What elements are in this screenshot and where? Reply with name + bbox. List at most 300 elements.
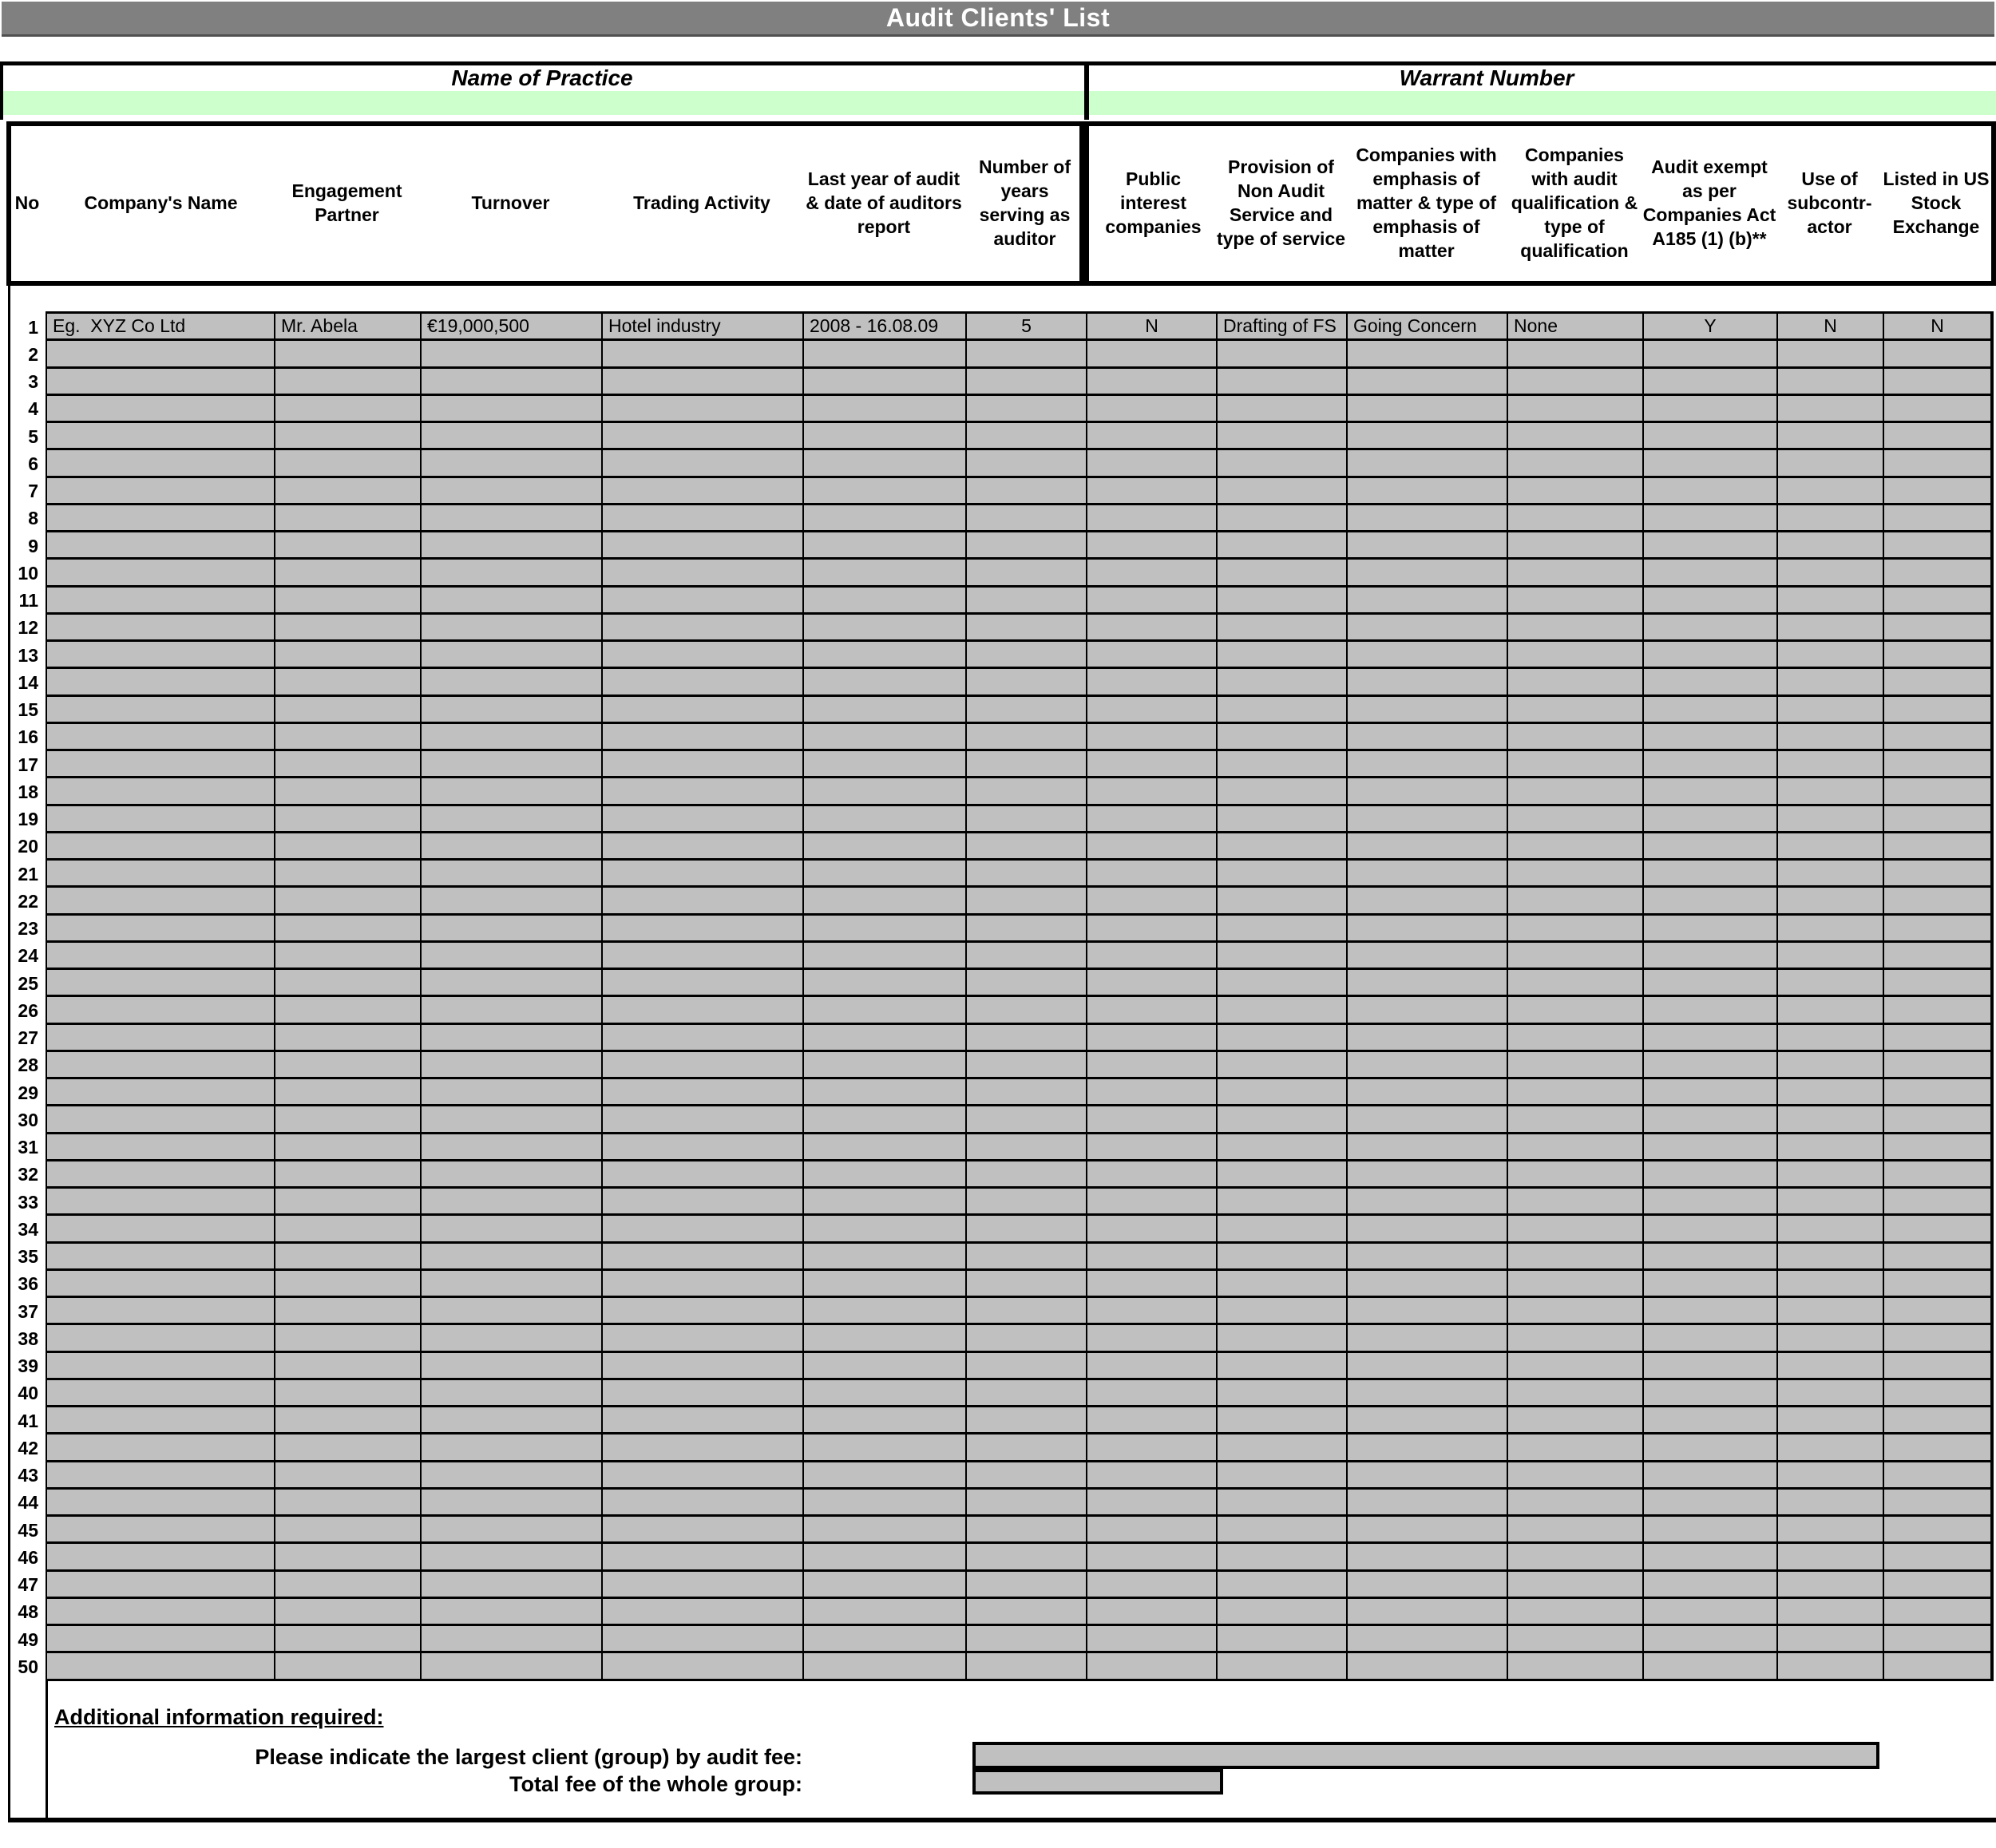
grid-cell[interactable]	[1087, 1216, 1218, 1241]
grid-cell[interactable]	[1508, 1025, 1644, 1050]
grid-cell[interactable]	[275, 724, 422, 749]
grid-cell[interactable]	[47, 478, 275, 503]
grid-cell[interactable]	[1884, 1380, 1992, 1405]
grid-cell[interactable]	[1884, 1544, 1992, 1569]
grid-cell[interactable]	[1778, 1298, 1884, 1323]
grid-cell[interactable]	[47, 943, 275, 968]
grid-cell[interactable]	[1218, 751, 1348, 776]
grid-cell[interactable]	[804, 751, 967, 776]
grid-cell[interactable]	[1508, 1434, 1644, 1459]
grid-cell[interactable]	[47, 1325, 275, 1350]
grid-cell[interactable]	[1218, 997, 1348, 1022]
grid-cell[interactable]	[1778, 1134, 1884, 1159]
grid-cell[interactable]	[603, 1353, 804, 1378]
grid-cell[interactable]	[1087, 1189, 1218, 1213]
grid-cell[interactable]	[422, 505, 603, 530]
grid-cell[interactable]	[1778, 778, 1884, 803]
grid-cell[interactable]	[422, 943, 603, 968]
grid-cell[interactable]	[47, 1244, 275, 1268]
grid-cell[interactable]	[1884, 1244, 1992, 1268]
grid-cell[interactable]	[1884, 1353, 1992, 1378]
grid-cell[interactable]	[1508, 997, 1644, 1022]
grid-cell[interactable]	[804, 423, 967, 448]
grid-cell[interactable]	[275, 1134, 422, 1159]
grid-cell[interactable]: 2008 - 16.08.09	[804, 314, 967, 338]
grid-cell[interactable]	[422, 588, 603, 612]
grid-cell[interactable]	[1778, 1434, 1884, 1459]
grid-cell[interactable]	[422, 1517, 603, 1541]
grid-cell[interactable]	[1218, 396, 1348, 421]
grid-cell[interactable]	[1884, 970, 1992, 995]
grid-cell[interactable]	[422, 806, 603, 831]
grid-cell[interactable]	[1884, 751, 1992, 776]
grid-cell[interactable]	[804, 1271, 967, 1296]
grid-cell[interactable]	[1218, 1517, 1348, 1541]
grid-cell[interactable]	[1087, 833, 1218, 858]
grid-cell[interactable]	[1508, 1462, 1644, 1487]
grid-cell[interactable]	[47, 1052, 275, 1077]
grid-cell[interactable]	[804, 1626, 967, 1651]
grid-cell[interactable]	[422, 724, 603, 749]
grid-cell[interactable]	[603, 560, 804, 584]
grid-cell[interactable]	[967, 1407, 1087, 1432]
grid-cell[interactable]	[603, 478, 804, 503]
grid-cell[interactable]	[1218, 1490, 1348, 1514]
grid-cell[interactable]	[967, 1544, 1087, 1569]
grid-cell[interactable]	[804, 1380, 967, 1405]
grid-cell[interactable]	[422, 1572, 603, 1597]
grid-cell[interactable]	[1508, 1353, 1644, 1378]
grid-cell[interactable]	[1508, 1298, 1644, 1323]
grid-cell[interactable]	[1508, 1626, 1644, 1651]
grid-cell[interactable]	[422, 697, 603, 722]
grid-cell[interactable]	[603, 833, 804, 858]
grid-cell[interactable]	[967, 588, 1087, 612]
grid-cell[interactable]	[1508, 341, 1644, 366]
grid-cell[interactable]	[275, 505, 422, 530]
grid-cell[interactable]	[1644, 588, 1778, 612]
grid-cell[interactable]	[1778, 1490, 1884, 1514]
grid-cell[interactable]	[1778, 943, 1884, 968]
grid-cell[interactable]	[1644, 1653, 1778, 1678]
grid-cell[interactable]	[1508, 1134, 1644, 1159]
grid-cell[interactable]	[967, 888, 1087, 912]
grid-cell[interactable]	[1218, 1079, 1348, 1104]
grid-cell[interactable]	[1218, 724, 1348, 749]
grid-cell[interactable]	[1218, 1353, 1348, 1378]
grid-cell[interactable]	[1087, 1106, 1218, 1131]
grid-cell[interactable]: Eg. XYZ Co Ltd	[47, 314, 275, 338]
grid-cell[interactable]	[1218, 1052, 1348, 1077]
grid-cell[interactable]	[1644, 1216, 1778, 1241]
grid-cell[interactable]	[603, 1462, 804, 1487]
grid-cell[interactable]	[47, 532, 275, 557]
grid-cell[interactable]	[1778, 1025, 1884, 1050]
grid-cell[interactable]	[1087, 532, 1218, 557]
grid-cell[interactable]	[1218, 505, 1348, 530]
grid-cell[interactable]	[804, 1544, 967, 1569]
grid-cell[interactable]	[1218, 560, 1348, 584]
grid-cell[interactable]	[1508, 642, 1644, 667]
grid-cell[interactable]	[1778, 970, 1884, 995]
grid-cell[interactable]	[275, 642, 422, 667]
grid-cell[interactable]	[804, 1572, 967, 1597]
grid-cell[interactable]	[1087, 478, 1218, 503]
grid-cell[interactable]	[47, 697, 275, 722]
grid-cell[interactable]	[1348, 1653, 1508, 1678]
grid-cell[interactable]	[1778, 588, 1884, 612]
grid-cell[interactable]	[1778, 1599, 1884, 1624]
grid-cell[interactable]	[1884, 833, 1992, 858]
grid-cell[interactable]	[603, 1134, 804, 1159]
grid-cell[interactable]	[603, 532, 804, 557]
grid-cell[interactable]	[967, 1189, 1087, 1213]
grid-cell[interactable]	[603, 697, 804, 722]
grid-cell[interactable]	[1508, 1161, 1644, 1186]
grid-cell[interactable]	[603, 423, 804, 448]
grid-cell[interactable]	[422, 642, 603, 667]
grid-cell[interactable]	[1508, 778, 1644, 803]
grid-cell[interactable]	[1218, 1189, 1348, 1213]
grid-cell[interactable]	[1508, 423, 1644, 448]
grid-cell[interactable]	[1644, 1599, 1778, 1624]
grid-cell[interactable]	[1644, 778, 1778, 803]
grid-cell[interactable]	[804, 341, 967, 366]
grid-cell[interactable]	[1884, 450, 1992, 475]
grid-cell[interactable]: N	[1087, 314, 1218, 338]
grid-cell[interactable]	[275, 615, 422, 639]
grid-cell[interactable]	[603, 751, 804, 776]
grid-cell[interactable]	[967, 861, 1087, 885]
grid-cell[interactable]	[967, 642, 1087, 667]
grid-cell[interactable]	[47, 1079, 275, 1104]
grid-cell[interactable]	[967, 1298, 1087, 1323]
grid-cell[interactable]	[1778, 642, 1884, 667]
grid-cell[interactable]	[1644, 1572, 1778, 1597]
grid-cell[interactable]	[1778, 560, 1884, 584]
grid-cell[interactable]	[1348, 1626, 1508, 1651]
grid-cell[interactable]: N	[1778, 314, 1884, 338]
grid-cell[interactable]	[47, 1572, 275, 1597]
grid-cell[interactable]	[1508, 532, 1644, 557]
grid-cell[interactable]	[1644, 1626, 1778, 1651]
grid-cell[interactable]	[1218, 1653, 1348, 1678]
grid-cell[interactable]	[804, 642, 967, 667]
grid-cell[interactable]	[422, 751, 603, 776]
grid-cell[interactable]	[275, 997, 422, 1022]
grid-cell[interactable]	[804, 1653, 967, 1678]
grid-cell[interactable]	[1884, 369, 1992, 394]
grid-cell[interactable]	[603, 806, 804, 831]
grid-cell[interactable]	[47, 1025, 275, 1050]
grid-cell[interactable]	[1508, 751, 1644, 776]
grid-cell[interactable]	[603, 505, 804, 530]
grid-cell[interactable]	[1508, 888, 1644, 912]
grid-cell[interactable]	[1087, 778, 1218, 803]
grid-cell[interactable]	[1508, 615, 1644, 639]
grid-cell[interactable]	[1884, 1189, 1992, 1213]
grid-cell[interactable]	[422, 532, 603, 557]
grid-cell[interactable]	[1218, 1244, 1348, 1268]
grid-cell[interactable]	[1218, 1599, 1348, 1624]
grid-cell[interactable]	[422, 1407, 603, 1432]
grid-cell[interactable]: N	[1884, 314, 1992, 338]
grid-cell[interactable]	[1348, 1079, 1508, 1104]
grid-cell[interactable]	[1508, 505, 1644, 530]
grid-cell[interactable]	[603, 396, 804, 421]
grid-cell[interactable]	[1644, 1134, 1778, 1159]
grid-cell[interactable]	[1778, 1572, 1884, 1597]
grid-cell[interactable]	[1348, 1462, 1508, 1487]
grid-cell[interactable]	[603, 1325, 804, 1350]
grid-cell[interactable]	[1884, 1271, 1992, 1296]
grid-cell[interactable]	[603, 861, 804, 885]
grid-cell[interactable]	[1644, 751, 1778, 776]
grid-cell[interactable]	[422, 1626, 603, 1651]
grid-cell[interactable]	[47, 1544, 275, 1569]
grid-cell[interactable]	[275, 396, 422, 421]
grid-cell[interactable]	[422, 669, 603, 694]
grid-cell[interactable]	[1644, 1544, 1778, 1569]
grid-cell[interactable]	[804, 888, 967, 912]
grid-cell[interactable]	[967, 1134, 1087, 1159]
grid-cell[interactable]	[422, 1134, 603, 1159]
grid-cell[interactable]	[1087, 1079, 1218, 1104]
grid-cell[interactable]	[47, 888, 275, 912]
grid-cell[interactable]	[1884, 1216, 1992, 1241]
grid-cell[interactable]	[1087, 697, 1218, 722]
grid-cell[interactable]	[967, 1106, 1087, 1131]
grid-cell[interactable]	[1778, 1189, 1884, 1213]
grid-cell[interactable]	[1884, 1134, 1992, 1159]
grid-cell[interactable]	[1778, 724, 1884, 749]
grid-cell[interactable]	[1778, 1079, 1884, 1104]
grid-cell[interactable]	[967, 1325, 1087, 1350]
grid-cell[interactable]	[1778, 1106, 1884, 1131]
grid-cell[interactable]	[1508, 1599, 1644, 1624]
grid-cell[interactable]	[1508, 1517, 1644, 1541]
grid-cell[interactable]	[1508, 1271, 1644, 1296]
grid-cell[interactable]	[1218, 1434, 1348, 1459]
grid-cell[interactable]	[967, 724, 1087, 749]
grid-cell[interactable]	[47, 588, 275, 612]
grid-cell[interactable]	[804, 1134, 967, 1159]
grid-cell[interactable]	[1218, 341, 1348, 366]
grid-cell[interactable]	[1644, 1353, 1778, 1378]
grid-cell[interactable]	[1884, 997, 1992, 1022]
grid-cell[interactable]	[1087, 505, 1218, 530]
grid-cell[interactable]	[804, 369, 967, 394]
grid-cell[interactable]	[275, 1517, 422, 1541]
grid-cell[interactable]	[1778, 369, 1884, 394]
grid-cell[interactable]	[1348, 1025, 1508, 1050]
grid-cell[interactable]	[1348, 560, 1508, 584]
grid-cell[interactable]	[47, 1161, 275, 1186]
grid-cell[interactable]	[804, 1161, 967, 1186]
grid-cell[interactable]	[1087, 1052, 1218, 1077]
grid-cell[interactable]	[275, 888, 422, 912]
grid-cell[interactable]	[1884, 1434, 1992, 1459]
grid-cell[interactable]	[1348, 778, 1508, 803]
grid-cell[interactable]	[1884, 615, 1992, 639]
grid-cell[interactable]	[47, 1189, 275, 1213]
grid-cell[interactable]	[422, 1025, 603, 1050]
grid-cell[interactable]	[1884, 505, 1992, 530]
grid-cell[interactable]	[1508, 450, 1644, 475]
grid-cell[interactable]	[804, 505, 967, 530]
grid-cell[interactable]	[1884, 341, 1992, 366]
grid-cell[interactable]	[967, 505, 1087, 530]
grid-cell[interactable]	[422, 1544, 603, 1569]
grid-cell[interactable]	[1644, 970, 1778, 995]
warrant-number-input[interactable]	[1089, 91, 1996, 115]
grid-cell[interactable]	[804, 669, 967, 694]
grid-cell[interactable]	[1644, 1517, 1778, 1541]
grid-cell[interactable]	[1508, 916, 1644, 940]
grid-cell[interactable]	[967, 1626, 1087, 1651]
grid-cell[interactable]	[1348, 423, 1508, 448]
grid-cell[interactable]	[1778, 888, 1884, 912]
grid-cell[interactable]	[1508, 970, 1644, 995]
grid-cell[interactable]	[1087, 642, 1218, 667]
grid-cell[interactable]	[275, 1298, 422, 1323]
grid-cell[interactable]	[422, 970, 603, 995]
grid-cell[interactable]	[1218, 1106, 1348, 1131]
grid-cell[interactable]	[804, 1599, 967, 1624]
grid-cell[interactable]	[1884, 888, 1992, 912]
grid-cell[interactable]	[422, 1161, 603, 1186]
grid-cell[interactable]	[1348, 833, 1508, 858]
grid-cell[interactable]	[422, 888, 603, 912]
grid-cell[interactable]	[1087, 1325, 1218, 1350]
grid-cell[interactable]	[967, 1025, 1087, 1050]
grid-cell[interactable]	[47, 423, 275, 448]
grid-cell[interactable]	[1644, 1434, 1778, 1459]
total-fee-input[interactable]	[972, 1769, 1223, 1795]
grid-cell[interactable]	[47, 806, 275, 831]
grid-cell[interactable]	[422, 615, 603, 639]
grid-cell[interactable]	[1348, 1161, 1508, 1186]
grid-cell[interactable]	[1087, 1434, 1218, 1459]
grid-cell[interactable]	[1884, 1626, 1992, 1651]
grid-cell[interactable]	[804, 1353, 967, 1378]
grid-cell[interactable]	[1087, 861, 1218, 885]
grid-cell[interactable]	[1508, 806, 1644, 831]
grid-cell[interactable]	[967, 396, 1087, 421]
grid-cell[interactable]	[275, 1462, 422, 1487]
grid-cell[interactable]	[603, 1517, 804, 1541]
grid-cell[interactable]	[1508, 560, 1644, 584]
grid-cell[interactable]	[275, 1189, 422, 1213]
grid-cell[interactable]	[1348, 450, 1508, 475]
grid-cell[interactable]	[967, 560, 1087, 584]
grid-cell[interactable]	[1508, 1653, 1644, 1678]
grid-cell[interactable]	[1644, 478, 1778, 503]
grid-cell[interactable]	[603, 1052, 804, 1077]
grid-cell[interactable]	[1218, 669, 1348, 694]
grid-cell[interactable]	[1348, 1517, 1508, 1541]
grid-cell[interactable]	[967, 1572, 1087, 1597]
grid-cell[interactable]	[967, 1434, 1087, 1459]
grid-cell[interactable]	[1218, 1407, 1348, 1432]
grid-cell[interactable]	[1778, 450, 1884, 475]
grid-cell[interactable]	[1778, 1407, 1884, 1432]
grid-cell[interactable]	[1644, 1052, 1778, 1077]
grid-cell[interactable]	[422, 1380, 603, 1405]
grid-cell[interactable]	[1348, 751, 1508, 776]
grid-cell[interactable]	[1087, 1244, 1218, 1268]
grid-cell[interactable]	[1644, 369, 1778, 394]
grid-cell[interactable]	[1087, 1572, 1218, 1597]
grid-cell[interactable]	[1087, 1544, 1218, 1569]
grid-cell[interactable]	[422, 1189, 603, 1213]
grid-cell[interactable]	[422, 1599, 603, 1624]
grid-cell[interactable]	[1508, 1380, 1644, 1405]
grid-cell[interactable]: 5	[967, 314, 1087, 338]
grid-cell[interactable]	[1644, 724, 1778, 749]
grid-cell[interactable]	[804, 1244, 967, 1268]
grid-cell[interactable]	[1884, 1079, 1992, 1104]
grid-cell[interactable]	[422, 1298, 603, 1323]
grid-cell[interactable]	[1348, 1244, 1508, 1268]
grid-cell[interactable]	[275, 1161, 422, 1186]
grid-cell[interactable]	[804, 588, 967, 612]
grid-cell[interactable]	[1508, 943, 1644, 968]
grid-cell[interactable]	[967, 1490, 1087, 1514]
grid-cell[interactable]	[1778, 1462, 1884, 1487]
grid-cell[interactable]	[1348, 615, 1508, 639]
grid-cell[interactable]	[1508, 1407, 1644, 1432]
grid-cell[interactable]	[47, 724, 275, 749]
grid-cell[interactable]	[1348, 642, 1508, 667]
grid-cell[interactable]	[967, 478, 1087, 503]
grid-cell[interactable]	[47, 1380, 275, 1405]
grid-cell[interactable]	[1508, 1189, 1644, 1213]
grid-cell[interactable]	[967, 1517, 1087, 1541]
grid-cell[interactable]	[275, 1271, 422, 1296]
grid-cell[interactable]	[1218, 1025, 1348, 1050]
grid-cell[interactable]	[1218, 943, 1348, 968]
grid-cell[interactable]	[47, 369, 275, 394]
grid-cell[interactable]	[967, 1599, 1087, 1624]
grid-cell[interactable]	[47, 1134, 275, 1159]
grid-cell[interactable]	[603, 369, 804, 394]
grid-cell[interactable]	[967, 997, 1087, 1022]
grid-cell[interactable]	[967, 1216, 1087, 1241]
grid-cell[interactable]	[1218, 1544, 1348, 1569]
grid-cell[interactable]	[1884, 1599, 1992, 1624]
grid-cell[interactable]	[804, 697, 967, 722]
grid-cell[interactable]	[967, 532, 1087, 557]
grid-cell[interactable]	[275, 943, 422, 968]
grid-cell[interactable]	[1348, 505, 1508, 530]
largest-client-input[interactable]	[972, 1742, 1879, 1769]
grid-cell[interactable]	[1884, 916, 1992, 940]
grid-cell[interactable]	[1087, 1517, 1218, 1541]
grid-cell[interactable]	[804, 615, 967, 639]
grid-cell[interactable]	[422, 1216, 603, 1241]
grid-cell[interactable]	[275, 806, 422, 831]
grid-cell[interactable]	[47, 1216, 275, 1241]
grid-cell[interactable]	[967, 697, 1087, 722]
grid-cell[interactable]	[967, 450, 1087, 475]
grid-cell[interactable]	[1884, 1161, 1992, 1186]
grid-cell[interactable]	[1348, 861, 1508, 885]
grid-cell[interactable]	[1087, 1161, 1218, 1186]
grid-cell[interactable]	[275, 1380, 422, 1405]
grid-cell[interactable]	[1778, 1244, 1884, 1268]
grid-cell[interactable]	[1884, 1490, 1992, 1514]
